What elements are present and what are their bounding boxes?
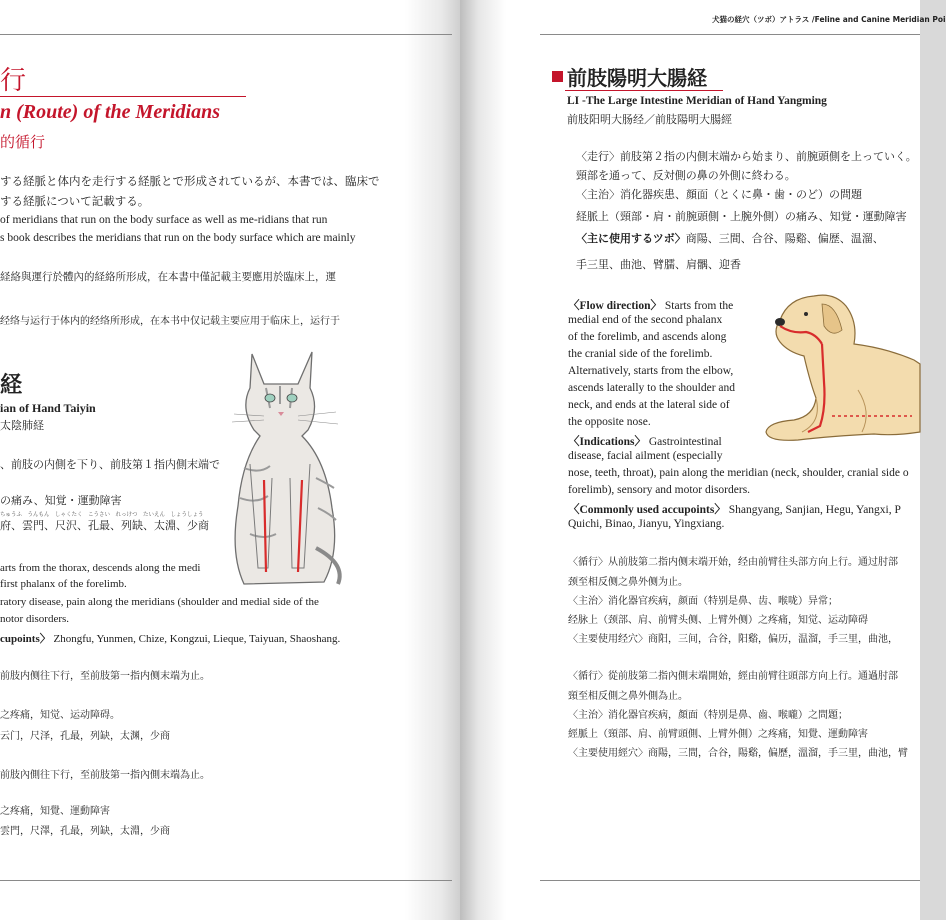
meridian-title-jp-right: 前肢陽明大腸経 [567,66,707,90]
title-rule-right [565,90,723,91]
en-flow-5: Alternatively, starts from the elbow, [568,365,734,377]
en-indications-2: disease, facial ailment (especially [568,450,723,462]
tw-acupoints: 〈主要使用經穴〉商陽，三間，合谷，陽谿，偏歷，溫溜，手三里，曲池，臂 [568,748,908,759]
en-flow-3: of the forelimb, and ascends along [568,331,727,343]
route-jp: 、前肢の内側を下り、前肢第１指内側末端で [0,458,220,471]
meridian-title-en-right: LI -The Large Intestine Meridian of Hand Yangming [567,95,827,107]
indications-jp: の痛み、知覚・運動障害 [0,494,122,507]
acupoints-ruby: ちゅうふ うんもん しゃくたく こうさい れっけつ たいえん しょうしょう [0,512,204,518]
cat-illustration [220,338,360,590]
en-indications-3: nose, teeth, throat), pain along the meridian (neck, shoulder, cranial side o [568,467,909,479]
en-flow-8: the opposite nose. [568,416,651,428]
tw-indications-2: 經脈上（頸部、肩、前臂頭側、上臂外側）之疼痛，知覺、運動障害 [568,729,868,740]
en-flow-6: ascends laterally to the shoulder and [568,382,736,394]
meridian-title-jp: 経 [0,373,23,398]
tw-acupoints: 雲門，尺澤，孔最，列缺，太淵，少商 [0,826,170,837]
en-flow-2: medial end of the second phalanx [568,314,723,326]
en-flow-1 [568,297,733,313]
en-indications-text-1: Gastrointestinal [648,436,722,448]
running-title: 犬猫の経穴（ツボ）アトラス /Feline and Canine Meridian Poi [712,15,946,24]
acupoints-en [0,630,340,646]
en-flow-label: 〈Flow direction〉 [568,300,663,312]
en-indications-label: 〈Indications〉 [568,436,646,448]
en-acupoints-list-1: Shangyang, Sanjian, Hegu, Yangxi, P [728,504,901,516]
dog-illustration [762,286,920,452]
jp-route-2: 頸部を通って、反対側の鼻の外側に終わる。 [576,169,796,182]
en-flow-text-1: Starts from the [664,300,734,312]
flow-en-2: first phalanx of the forelimb. [0,578,127,590]
section-title-jp: 行 [0,66,27,96]
bottom-rule-right [540,880,920,881]
jp-acupoints-1 [576,230,884,246]
flow-en-1: arts from the thorax, descends along the medi [0,562,201,574]
tw-route-2: 頸至相反側之鼻外側為止。 [568,691,688,702]
intro-cn-1: 经络与运行于体内的经络所形成，在本书中仅记载主要应用于临床上，运行于 [0,316,340,327]
jp-indications-2: 経脈上（頸部・肩・前腕頭側・上腕外側）の痛み、知覚・運動障害 [576,210,907,223]
top-rule [0,34,452,35]
tw-route-1: 〈循行〉從前肢第二指內側末端開始，經由前臂往頭部方向上行。通過肘部 [568,671,898,682]
section-rule [0,96,246,97]
intro-en-2: s book describes the meridians that run on the body surface which are mainly [0,232,356,244]
cn-indications: 之疼痛，知觉、运动障碍。 [0,710,120,721]
en-flow-4: the cranial side of the forelimb. [568,348,713,360]
meridian-title-en: ian of Hand Taiyin [0,401,96,415]
en-flow-7: neck, and ends at the lateral side of [568,399,730,411]
intro-jp-2: する経脈について記載する。 [0,194,150,208]
jp-route-1: 〈走行〉前肢第２指の内側末端から始まり、前腕頭側を上っていく。 [576,150,917,163]
en-indications-4: forelimb), sensory and motor disorders. [568,484,751,496]
jp-acupoints-list-1: 商陽、三間、合谷、陽谿、偏歴、温溜、 [685,232,884,245]
tw-route: 前肢內側往下行，至前肢第一指內側末端為止。 [0,770,210,781]
jp-acupoints-2: 手三里、曲池、臂臑、肩髃、迎香 [576,258,741,271]
top-rule-right [540,34,920,35]
jp-indications-1: 〈主治〉消化器疾患、顔面（とくに鼻・歯・のど）の問題 [576,188,862,201]
indications-en-1: ratory disease, pain along the meridians (shoulder and medial side of the [0,596,319,608]
cn-indications-2: 经脉上（颈部、肩、前臂头侧、上臂外侧）之疼痛，知觉、运动障碍 [568,615,868,626]
meridian-title-cn: 太陰肺経 [0,419,44,432]
cn-route-1: 〈循行〉从前肢第二指内侧末端开始，经由前臂往头部方向上行。通过肘部 [568,557,898,568]
bottom-rule [0,880,452,881]
jp-acupoints-label: 〈主に使用するツボ〉 [576,232,686,245]
tw-indications-1: 〈主治〉消化器官疾病，顏面（特別是鼻、齒、喉嚨）之問題； [568,710,848,721]
en-acupoints-1 [568,501,901,517]
left-page [0,0,460,920]
intro-jp-1: する経脈と体内を走行する経脈とで形成されているが、本書では、臨床で [0,174,380,188]
cn-route-2: 颈至相反侧之鼻外侧为止。 [568,577,688,588]
acupoints-en-label: cupoints〉 [0,633,51,645]
cn-acupoints: 〈主要使用经穴〉商阳，三间，合谷，阳谿，偏历，温溜，手三里，曲池， [568,634,898,645]
right-page [460,0,946,920]
en-indications-1 [568,433,722,449]
meridian-title-cn-right: 前肢阳明大肠经／前肢陽明大腸經 [567,113,732,126]
intro-tw-1: 経絡與運行於體內的経絡所形成，在本書中僅記載主要應用於臨床上，運 [0,271,336,283]
cn-indications-1: 〈主治〉消化器官疾病，颜面（特别是鼻、齿、喉咙）异常； [568,596,838,607]
cn-acupoints: 云门，尺泽，孔最，列缺，太渊，少商 [0,731,170,742]
en-acupoints-label: 〈Commonly used accupoints〉 [568,504,726,516]
acupoints-jp: 府、雲門、尺沢、孔最、列缺、太淵、少商 [0,519,209,532]
cn-route: 前肢内侧往下行，至前肢第一指内侧末端为止。 [0,671,210,682]
en-acupoints-2: Quichi, Binao, Jianyu, Yingxiang. [568,518,725,530]
section-title-cn: 的循行 [0,133,46,151]
tw-indications: 之疼痛，知覺、運動障害 [0,806,110,817]
acupoints-en-list: Zhongfu, Yunmen, Chize, Kongzui, Lieque, Taiyuan, Shaoshang. [53,633,341,645]
intro-en-1: of meridians that run on the body surface as well as me-ridians that run [0,214,328,226]
section-title-en: n (Route) of the Meridians [0,101,221,123]
square-bullet-icon [552,71,563,82]
indications-en-2: notor disorders. [0,613,70,625]
